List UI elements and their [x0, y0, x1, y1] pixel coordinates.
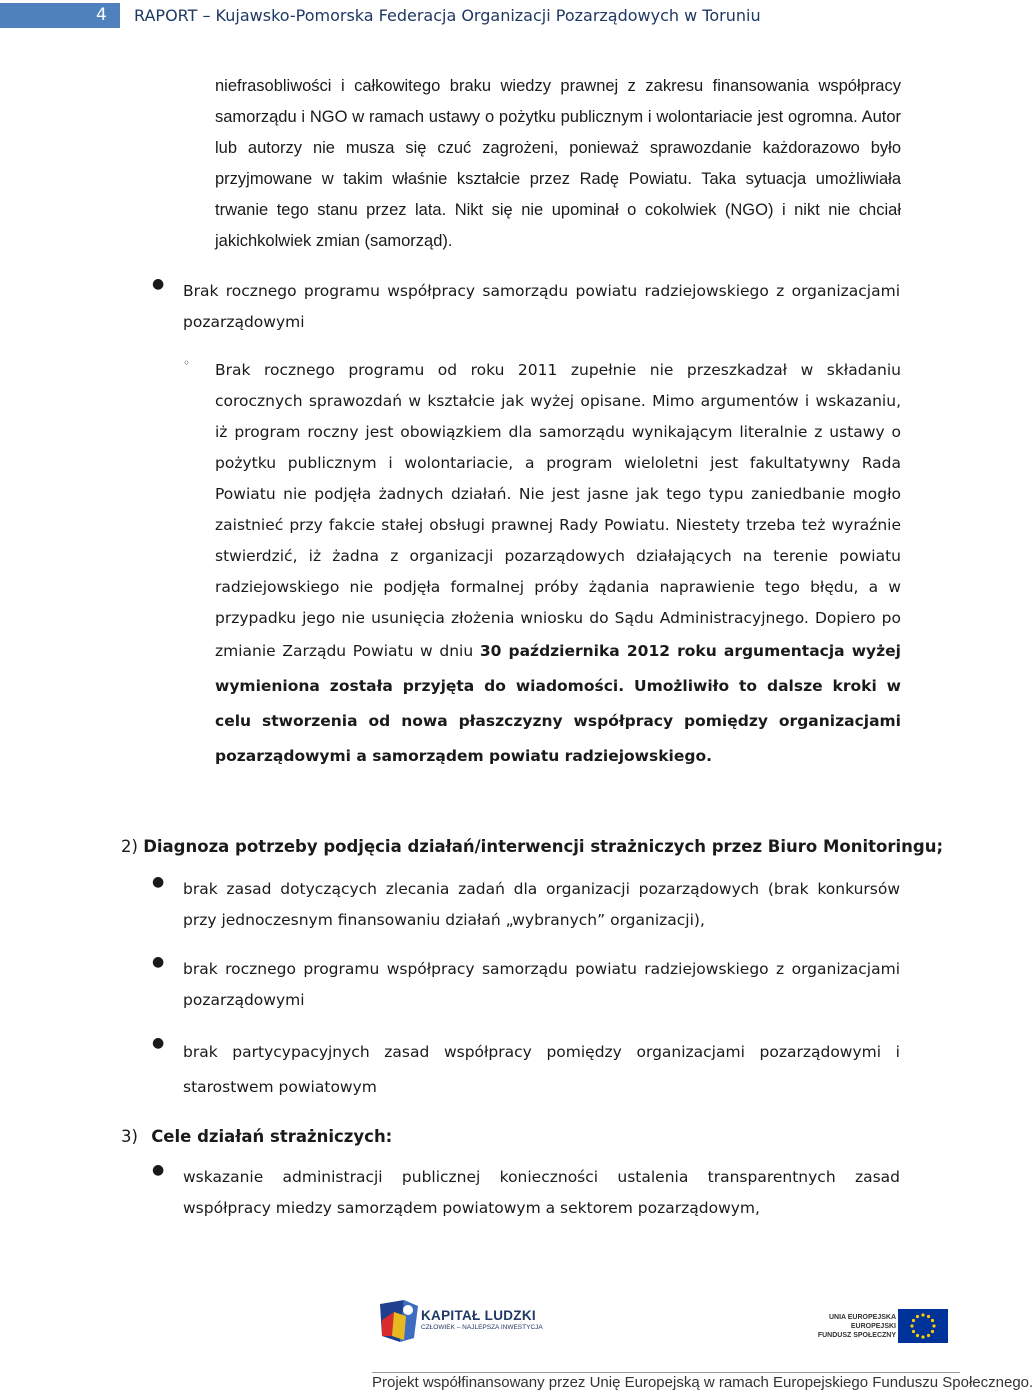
section2-heading [121, 834, 943, 860]
bullet-dot: ● [152, 276, 165, 292]
page-header [0, 0, 960, 31]
section3-title: Cele działań strażniczych: [151, 1127, 393, 1146]
eu-flag-icon [898, 1309, 948, 1343]
eu-line: UNIA EUROPEJSKA [828, 1314, 896, 1321]
sub-paragraph-bold: 30 października 2012 roku argumentacja wyżej wymieniona została przyjęta do wiadomości. Umożliwiło to dalsze kroki w celu stworzenia od nowa płaszczyzny współpracy pomiędzy organizacjami pozarządowymi a samorządem powiatu radziejowskiego. [215, 642, 901, 765]
eu-line: EUROPEJSKI [850, 1323, 896, 1330]
footer-divider [372, 1372, 960, 1373]
section3-number: 3) [121, 1127, 138, 1146]
eu-line: FUNDUSZ SPOŁECZNY [817, 1332, 896, 1339]
page-footer [0, 1290, 1033, 1393]
kl-subtitle: CZŁOWIEK – NAJLEPSZA INWESTYCJA [421, 1324, 543, 1331]
section3-heading [121, 1124, 392, 1150]
page-number: 4 [0, 3, 120, 28]
bullet-dot: ● [152, 1035, 165, 1051]
bullet-dot: ● [152, 1162, 165, 1178]
bullet-dot: ● [152, 874, 165, 890]
intro-paragraph: niefrasobliwości i całkowitego braku wiedzy prawnej z zakresu finansowania współpracy samorządu i NGO w ramach ustawy o pożytku publicznym i wolontariacie jest ogromna. Autor lub autorzy nie musza się czuć zagrożeni, ponieważ sprawozdanie każdorazowo było przyjmowane w takim właśnie kształcie przez Radę Powiatu. Taka sytuacja umożliwiała trwanie tego stanu przez lata. Nikt się nie upominał o cokolwiek (NGO) i nikt nie chciał jakichkolwiek zmian (samorząd). [215, 77, 901, 250]
section2-number: 2) [121, 837, 138, 856]
section2-item: brak rocznego programu współpracy samorządu powiatu radziejowskiego z organizacjami pozarządowymi [183, 960, 900, 1009]
eu-text [808, 1313, 896, 1340]
kapital-ludzki-logo-icon [378, 1298, 424, 1344]
kapital-ludzki-text [421, 1308, 543, 1331]
bullet-main-text: Brak rocznego programu współpracy samorządu powiatu radziejowskiego z organizacjami pozarządowymi [183, 282, 900, 331]
footer-project-text: Projekt współfinansowany przez Unię Europejską w ramach Europejskiego Funduszu Społecznego. [372, 1374, 1033, 1391]
sub-bullet-dot: ◦ [183, 356, 191, 370]
sub-paragraph-normal: Brak rocznego programu od roku 2011 zupełnie nie przeszkadzał w składaniu corocznych sprawozdań w kształcie jak wyżej opisane. Mimo argumentów i wskazaniu, iż program roczny jest obowiązkiem dla samorządu wynikającym literalnie z ustawy o pożytku publicznym i wolontariacie, a program wieloletni jest fakultatywny Rada Powiatu nie podjęła żadnych działań. Nie jest jasne jak tego typu zaniedbanie mogło zaistnieć przy fakcie stałej obsługi prawnej Rady Powiatu. Niestety trzeba też wyraźnie stwierdzić, iż żadna z organizacji pozarządowych działających na terenie powiatu radziejowskiego nie podjęła formalnej próby żądania naprawienie tego błędu, a w przypadku jego nie usunięcia złożenia wniosku do Sądu Administracyjnego. Dopiero po zmianie Zarządu Powiatu w dniu [215, 361, 901, 660]
sub-paragraph [215, 355, 901, 774]
section3-item: wskazanie administracji publicznej konieczności ustalenia transparentnych zasad współpracy miedzy samorządem powiatowym a sektorem pozarządowym, [183, 1168, 900, 1217]
bullet-dot: ● [152, 954, 165, 970]
section2-title: Diagnoza potrzeby podjęcia działań/interwencji strażniczych przez Biuro Monitoringu; [143, 837, 944, 856]
header-title: RAPORT – Kujawsko-Pomorska Federacja Organizacji Pozarządowych w Toruniu [134, 6, 761, 25]
kl-title: KAPITAŁ LUDZKI [421, 1308, 536, 1323]
section2-item: brak zasad dotyczących zlecania zadań dla organizacji pozarządowych (brak konkursów przy jednoczesnym finansowaniu działań „wybranych” organizacji), [183, 880, 900, 929]
section2-item: brak partycypacyjnych zasad współpracy pomiędzy organizacjami pozarządowymi i starostwem powiatowym [183, 1043, 900, 1096]
